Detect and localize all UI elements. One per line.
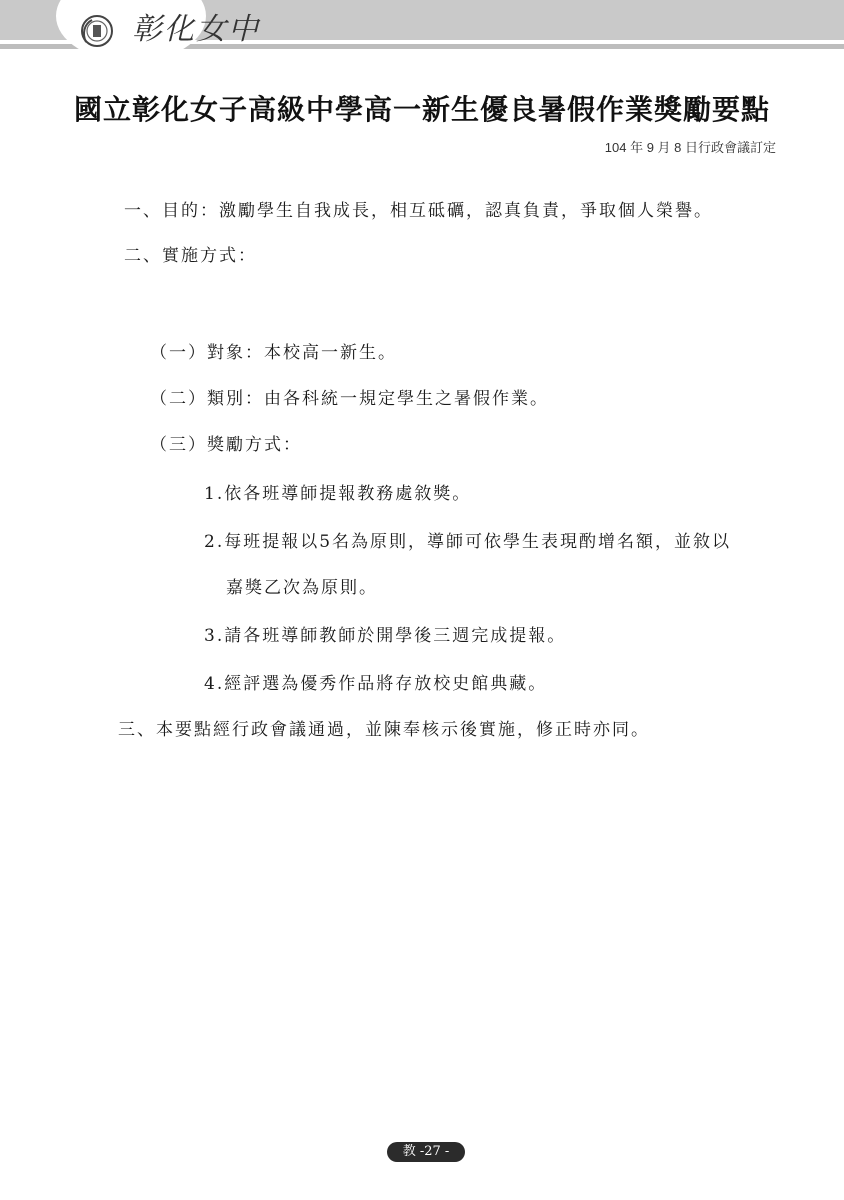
subsection-reward-method: （三）獎勵方式： <box>150 435 302 455</box>
school-logo-text: 彰化女中 <box>132 12 260 47</box>
reward-item-2: 2.每班提報以5名為原則，導師可依學生表現酌增名額，並敘以 <box>204 532 732 552</box>
page-title: 國立彰化女子高級中學高一新生優良暑假作業獎勵要點 <box>73 93 770 126</box>
subsection-category: （二）類別：由各科統一規定學生之暑假作業。 <box>150 389 549 409</box>
reward-item-3: 3.請各班導師教師於開學後三週完成提報。 <box>204 626 567 646</box>
page-number: 教 -27 - <box>387 1142 465 1162</box>
subsection-target: （一）對象：本校高一新生。 <box>150 343 397 363</box>
reward-item-1: 1.依各班導師提報教務處敘獎。 <box>204 484 472 504</box>
reward-item-4: 4.經評選為優秀作品將存放校史館典藏。 <box>204 674 548 694</box>
approval-date: 104 年 9 月 8 日行政會議訂定 <box>604 140 776 155</box>
reward-item-2-cont: 嘉獎乙次為原則。 <box>226 578 378 598</box>
section-implementation: 二、實施方式： <box>124 246 257 266</box>
school-seal-icon <box>80 14 114 48</box>
section-enactment: 三、本要點經行政會議通過，並陳奉核示後實施，修正時亦同。 <box>118 720 650 740</box>
section-purpose: 一、目的：激勵學生自我成長，相互砥礪，認真負責，爭取個人榮譽。 <box>124 201 713 221</box>
